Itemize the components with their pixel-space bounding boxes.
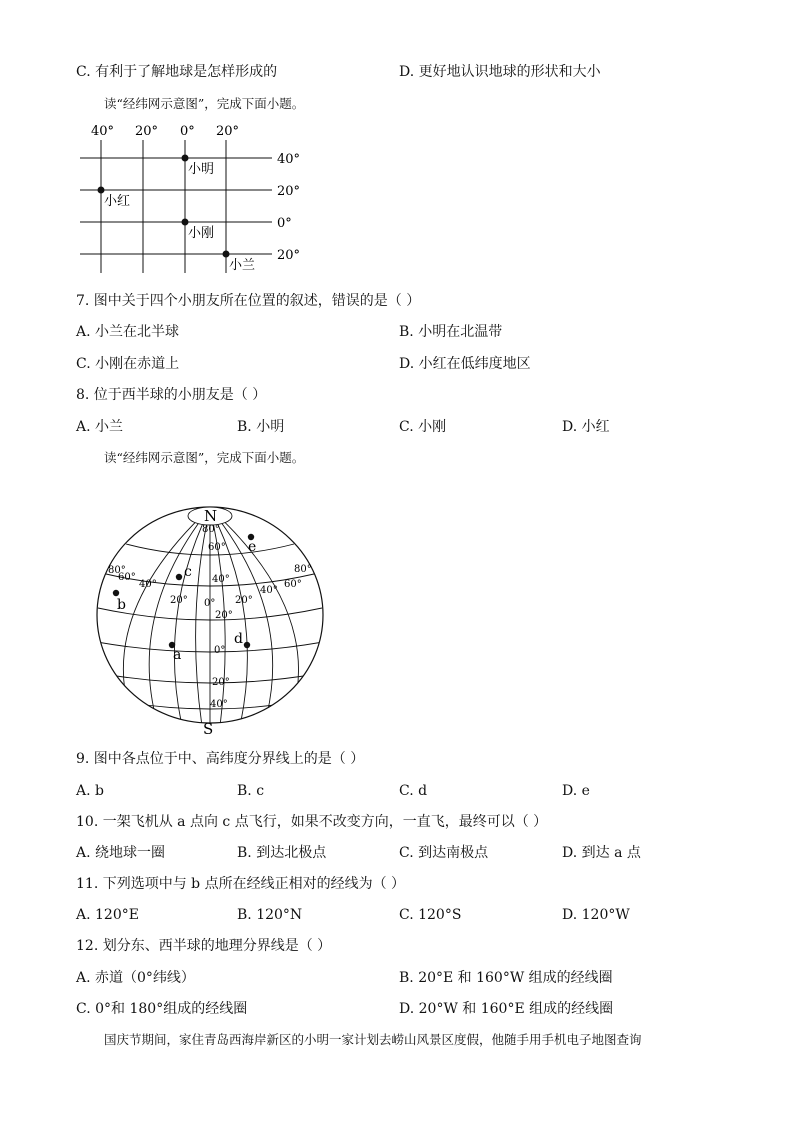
top-label-20e: 20°: [216, 124, 240, 139]
lat-label-60: 60°: [208, 542, 226, 553]
point-c-label: c: [184, 564, 192, 580]
q11-option-d: D. 120°W: [562, 907, 630, 923]
top-label-20w: 20°: [135, 124, 159, 139]
point-b-label: b: [117, 597, 126, 613]
q6-option-d: D. 更好地认识地球的形状和大小: [399, 64, 601, 80]
instruction-1: 读“经纬网示意图”，完成下面小题。: [104, 96, 305, 111]
point-b: [113, 590, 119, 596]
lon-label-20e: 20°: [235, 595, 253, 606]
q11-option-c: C. 120°S: [399, 907, 462, 923]
lon-label-80e: 80°: [294, 564, 312, 575]
q10-option-d: D. 到达 a 点: [562, 845, 641, 861]
next-passage-text: 国庆节期间，家住青岛西海岸新区的小明一家计划去崂山风景区度假，他随手用手机电子地图查询: [104, 1032, 642, 1047]
q9-option-c: C. d: [399, 783, 428, 799]
point-xiaoming: [182, 155, 189, 162]
meridian-w4: [123, 508, 210, 720]
q11-option-a: A. 120°E: [76, 907, 139, 923]
label-xiaolan: 小兰: [229, 258, 256, 273]
q9-option-d: D. e: [562, 783, 590, 799]
globe-figure: [86, 494, 336, 738]
q7-option-a: A. 小兰在北半球: [76, 324, 180, 340]
label-xiaohong: 小红: [104, 194, 131, 209]
point-d: [244, 642, 250, 648]
q8-stem: 8. 位于西半球的小朋友是（ ）: [76, 387, 267, 403]
instruction-2: 读“经纬网示意图”，完成下面小题。: [104, 450, 305, 465]
q8-option-b: B. 小明: [237, 419, 285, 435]
q10-option-b: B. 到达北极点: [237, 845, 327, 861]
q7-option-b: B. 小明在北温带: [399, 324, 503, 340]
q11-stem: 11. 下列选项中与 b 点所在经线正相对的经线为（ ）: [76, 876, 406, 892]
q7-option-d: D. 小红在低纬度地区: [399, 356, 531, 372]
q7-option-c: C. 小刚在赤道上: [76, 356, 180, 372]
meridian-w2: [174, 508, 210, 726]
q9-option-b: B. c: [237, 783, 265, 799]
label-xiaogang: 小刚: [188, 226, 215, 241]
lat-label-0: 0°: [214, 645, 226, 656]
lon-label-40w: 40°: [139, 579, 157, 590]
meridian-w1: [196, 508, 210, 726]
lat-label-20n: 20°: [215, 610, 233, 621]
top-label-40: 40°: [91, 124, 115, 139]
lat-label-20s: 20°: [212, 677, 230, 688]
lon-label-80w: 80°: [108, 565, 126, 576]
q8-option-a: A. 小兰: [76, 419, 124, 435]
q7-stem: 7. 图中关于四个小朋友所在位置的叙述，错误的是（ ）: [76, 293, 421, 309]
q11-option-b: B. 120°N: [237, 907, 303, 923]
lat-label-40s: 40°: [210, 699, 228, 710]
point-xiaolan: [223, 251, 230, 258]
lat-lon-grid-figure: [70, 118, 310, 278]
q10-option-a: A. 绕地球一圈: [76, 845, 166, 861]
q12-option-d: D. 20°W 和 160°E 组成的经线圈: [399, 1001, 614, 1017]
lon-label-20w: 20°: [170, 595, 188, 606]
right-label-20n: 20°: [277, 184, 301, 199]
lat-label-80: 80°: [202, 524, 220, 535]
point-xiaohong: [98, 187, 105, 194]
lon-label-0: 0°: [204, 598, 216, 609]
label-xiaoming: 小明: [188, 162, 215, 177]
north-label: N: [204, 507, 218, 525]
top-label-0: 0°: [180, 124, 195, 139]
point-a-label: a: [173, 647, 182, 663]
point-c: [176, 574, 182, 580]
point-xiaogang: [182, 219, 189, 226]
right-label-20s: 20°: [277, 248, 301, 263]
right-label-40: 40°: [277, 152, 301, 167]
south-label: S: [203, 720, 214, 738]
lon-label-60w: 60°: [118, 572, 136, 583]
lat-label-40n: 40°: [212, 574, 230, 585]
q9-stem: 9. 图中各点位于中、高纬度分界线上的是（ ）: [76, 751, 365, 767]
q12-stem: 12. 划分东、西半球的地理分界线是（ ）: [76, 938, 332, 954]
lon-label-60e: 60°: [284, 579, 302, 590]
point-e-label: e: [248, 539, 257, 555]
q8-option-c: C. 小刚: [399, 419, 447, 435]
right-label-0: 0°: [277, 216, 292, 231]
q12-option-c: C. 0°和 180°组成的经线圈: [76, 1001, 248, 1017]
point-d-label: d: [234, 631, 243, 647]
q6-option-c: C. 有利于了解地球是怎样形成的: [76, 64, 278, 80]
q10-stem: 10. 一架飞机从 a 点向 c 点飞行，如果不改变方向，一直飞，最终可以（ ）: [76, 814, 548, 830]
q10-option-c: C. 到达南极点: [399, 845, 489, 861]
q8-option-d: D. 小红: [562, 419, 610, 435]
q12-option-b: B. 20°E 和 160°W 组成的经线圈: [399, 970, 613, 986]
q9-option-a: A. b: [76, 783, 104, 799]
q12-option-a: A. 赤道（0°纬线）: [76, 970, 195, 986]
lon-label-40e: 40°: [260, 585, 278, 596]
